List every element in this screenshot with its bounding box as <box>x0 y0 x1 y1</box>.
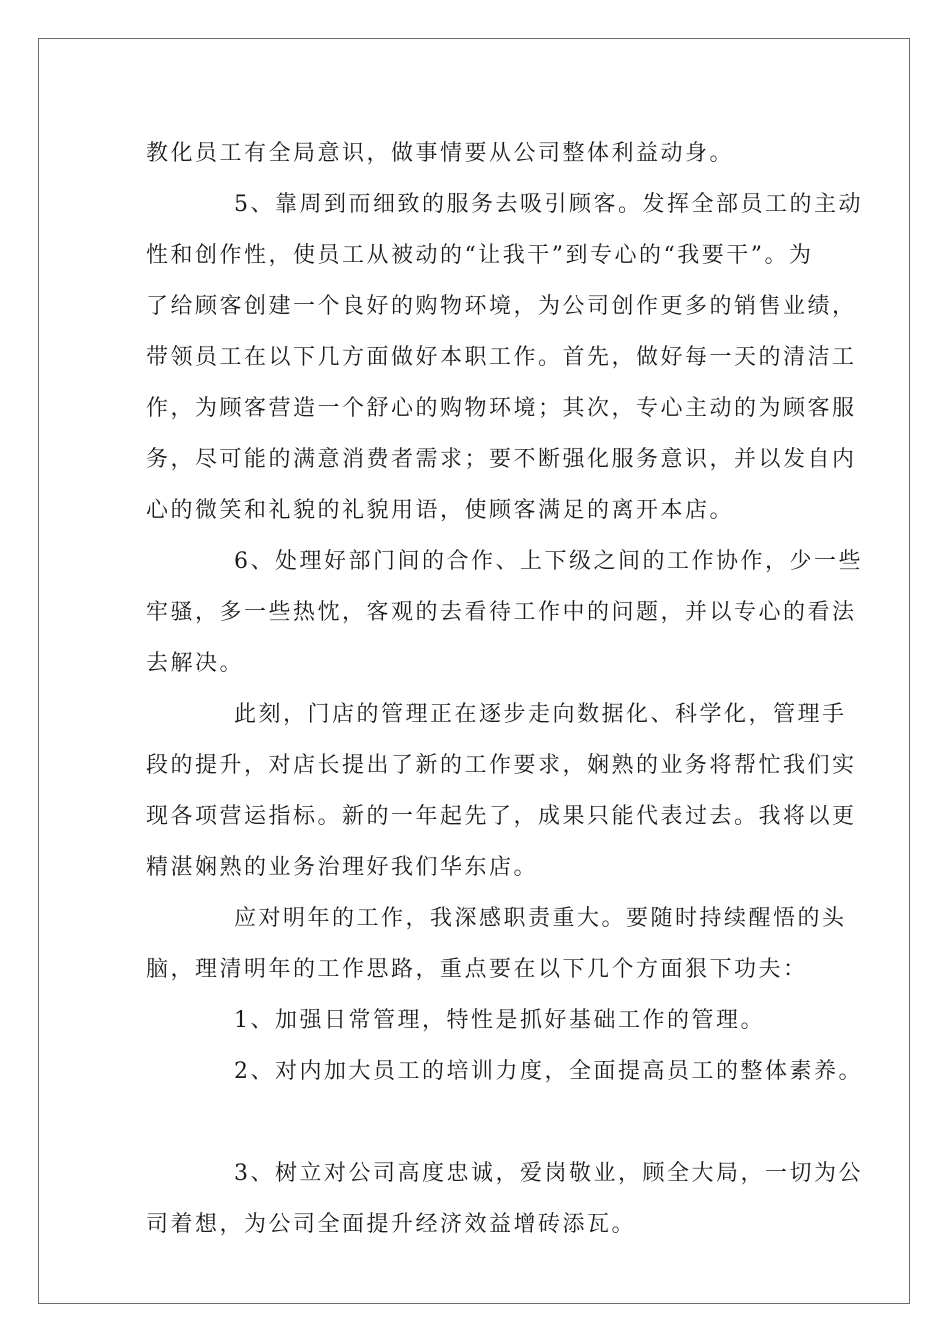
text-line: 脑，理清明年的工作思路，重点要在以下几个方面狠下功夫： <box>146 957 808 982</box>
text-line: 务，尽可能的满意消费者需求；要不断强化服务意识，并以发自内 <box>146 447 857 472</box>
text-line: 作，为顾客营造一个舒心的购物环境；其次，专心主动的为顾客服 <box>146 396 857 421</box>
paragraph-item-5: 5、靠周到而细致的服务去吸引顾客。发挥全部员工的主动 <box>234 192 863 217</box>
text-line: 司着想，为公司全面提升经济效益增砖添瓦。 <box>146 1212 637 1237</box>
text-line: 心的微笑和礼貌的礼貌用语，使顾客满足的离开本店。 <box>146 498 735 523</box>
list-item-2: 2、对内加大员工的培训力度，全面提高员工的整体素养。 <box>234 1059 863 1084</box>
list-item-3: 3、树立对公司高度忠诚，爱岗敬业，顾全大局，一切为公 <box>234 1161 863 1186</box>
document-body <box>146 128 863 1250</box>
text-line: 段的提升，对店长提出了新的工作要求，娴熟的业务将帮忙我们实 <box>146 753 857 778</box>
text-line: 性和创作性，使员工从被动的“让我干”到专心的“我要干”。为 <box>146 243 814 268</box>
text-line: 牢骚，多一些热忱，客观的去看待工作中的问题，并以专心的看法 <box>146 600 857 625</box>
paragraph-item-6: 6、处理好部门间的合作、上下级之间的工作协作，少一些 <box>234 549 863 574</box>
paragraph-next-year: 应对明年的工作，我深感职责重大。要随时持续醒悟的头 <box>234 906 847 931</box>
text-line: 精湛娴熟的业务治理好我们华东店。 <box>146 855 539 880</box>
text-line: 现各项营运指标。新的一年起先了，成果只能代表过去。我将以更 <box>146 804 857 829</box>
text-line: 教化员工有全局意识，做事情要从公司整体利益动身。 <box>146 141 735 166</box>
text-line: 了给顾客创建一个良好的购物环境，为公司创作更多的销售业绩， <box>146 294 857 319</box>
paragraph-gap <box>146 1097 810 1148</box>
text-line: 带领员工在以下几方面做好本职工作。首先，做好每一天的清洁工 <box>146 345 857 370</box>
list-item-1: 1、加强日常管理，特性是抓好基础工作的管理。 <box>234 1008 765 1033</box>
text-line: 去解决。 <box>146 651 245 676</box>
paragraph-now: 此刻，门店的管理正在逐步走向数据化、科学化，管理手 <box>234 702 847 727</box>
